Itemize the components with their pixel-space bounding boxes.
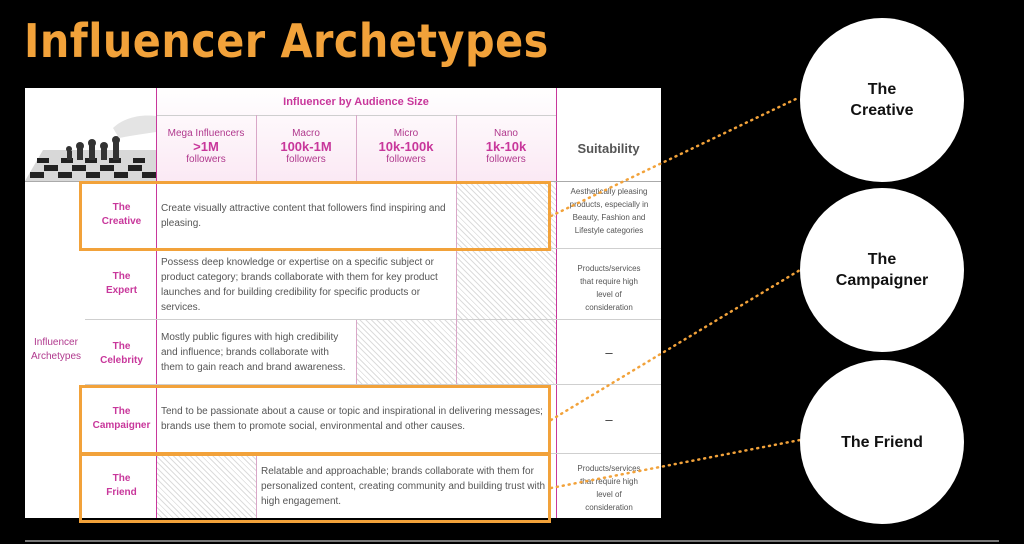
suitability-header: Suitability bbox=[577, 141, 640, 156]
row-label-campaigner: The Campaigner bbox=[92, 406, 151, 431]
callout-campaigner: The Campaigner bbox=[800, 188, 964, 352]
description-creative: Create visually attractive content that followers find inspiring and pleasing. bbox=[161, 203, 446, 229]
description-expert: Possess deep knowledge or expertise on a specific subject or product category; brands collaborate with them for key product launches and for building credibility for specific products or services. bbox=[161, 257, 438, 313]
description-friend: Relatable and approachable; brands collaborate with them for personalized content, creating community and building trust with high engagement. bbox=[261, 466, 546, 507]
description-campaigner: Tend to be passionate about a cause or topic and inspirational in delivering messages; brands use them to promote social, environmental and other causes. bbox=[161, 406, 543, 432]
callout-friend: The Friend bbox=[800, 360, 964, 524]
suitability-campaigner: – bbox=[605, 412, 613, 427]
column-header-micro: Micro 10k-100k followers bbox=[378, 128, 434, 165]
footer-divider bbox=[25, 540, 999, 542]
row-label-creative: The Creative bbox=[101, 202, 142, 227]
page-title: Influencer Archetypes bbox=[24, 14, 549, 68]
audience-size-header: Influencer by Audience Size bbox=[283, 96, 429, 108]
row-label-expert: The Expert bbox=[105, 271, 138, 296]
column-header-macro: Macro 100k-1M followers bbox=[280, 128, 332, 165]
callout-creative: The Creative bbox=[800, 18, 964, 182]
description-celebrity: Mostly public figures with high credibility and influence; brands collaborate with them to gain reach and brand awareness. bbox=[161, 332, 346, 373]
suitability-creative: Aesthetically pleasing products, especially in Beauty, Fashion and Lifestyle categories bbox=[569, 187, 649, 235]
suitability-expert: Products/services that require high level of consideration bbox=[577, 264, 641, 312]
column-header-mega: Mega Influencers >1M followers bbox=[167, 128, 245, 165]
row-group-label: Influencer Archetypes bbox=[30, 337, 82, 362]
suitability-celebrity: – bbox=[605, 345, 613, 360]
row-label-friend: The Friend bbox=[106, 473, 137, 498]
row-label-celebrity: The Celebrity bbox=[100, 341, 143, 366]
column-header-nano: Nano 1k-10k followers bbox=[485, 128, 527, 165]
suitability-friend: Products/services that require high level of consideration bbox=[577, 464, 641, 512]
